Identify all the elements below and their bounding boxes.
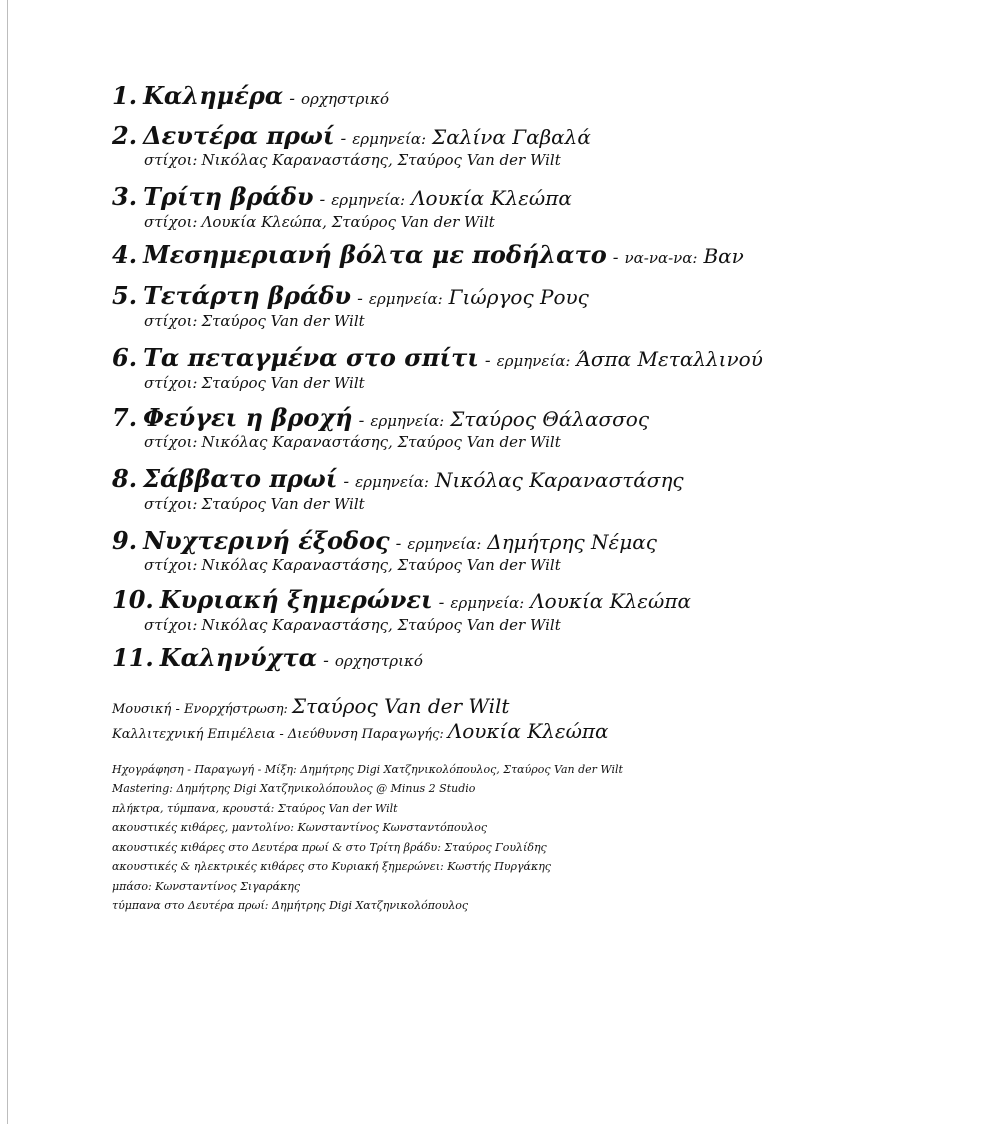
track-number: 6. <box>112 342 138 372</box>
lyrics-line <box>112 616 972 634</box>
lyrics-line <box>112 213 972 231</box>
credit-line: ακουστικές κιθάρες, μαντολίνο: Κωνσταντίνος Κωνσταντόπουλος <box>112 821 488 835</box>
track-performer: Σαλίνα Γαβαλά <box>432 124 591 149</box>
lyrics-line <box>112 374 972 392</box>
track-title-line <box>112 82 972 110</box>
track-role: ορχηστρικό <box>334 651 423 670</box>
track-role: ερμηνεία: <box>352 129 427 148</box>
left-margin-rule <box>7 0 8 1124</box>
track-title-line <box>112 586 972 614</box>
track-role: ερμηνεία: <box>407 534 482 553</box>
credit-line: Ηχογράφηση - Παραγωγή - Μίξη: Δημήτρης Digi Χατζηνικολόπουλος, Σταύρος Van der Wilt <box>112 762 623 776</box>
lyrics-line <box>112 151 972 169</box>
track-number: 1. <box>112 81 138 110</box>
separator-dash: - <box>340 128 347 149</box>
track-performer: Νικόλας Καραναστάσης <box>434 468 684 493</box>
track-title: Νυχτερινή έξοδος <box>143 525 390 555</box>
credit-direction-line <box>112 719 972 744</box>
lyrics-line <box>112 495 972 513</box>
track-title: Καληνύχτα <box>159 642 318 672</box>
track-performer: Δημήτρης Νέμας <box>487 529 657 554</box>
lyrics-writers: Νικόλας Καραναστάσης, Σταύρος Van der Wilt <box>201 433 561 452</box>
track-title: Κυριακή ξημερώνει <box>159 585 433 615</box>
credit-label: Καλλιτεχνική Επιμέλεια - Διεύθυνση Παραγωγής: <box>112 726 444 742</box>
track-item <box>112 465 972 513</box>
lyrics-writers: Σταύρος Van der Wilt <box>201 494 365 513</box>
track-item <box>112 82 972 110</box>
track-title-line <box>112 344 972 372</box>
track-role: ερμηνεία: <box>450 594 525 613</box>
track-title: Φεύγει η βροχή <box>143 402 353 432</box>
handwritten-tracklist-sheet <box>112 82 972 916</box>
track-title: Τα πεταγμένα στο σπίτι <box>143 342 479 372</box>
separator-dash: - <box>358 410 365 431</box>
lyrics-label: στίχοι: <box>144 311 198 330</box>
lyrics-writers: Λουκία Κλεώπα, Σταύρος Van der Wilt <box>201 212 495 231</box>
track-number: 10. <box>112 585 154 615</box>
lyrics-label: στίχοι: <box>144 373 198 392</box>
track-title: Τρίτη βράδυ <box>143 182 314 212</box>
credit-line: τύμπανα στο Δευτέρα πρωί: Δημήτρης Digi Χατζηνικολόπουλος <box>112 899 469 913</box>
track-number: 3. <box>112 182 138 212</box>
lyrics-line <box>112 556 972 574</box>
lyrics-line <box>112 312 972 330</box>
track-performer: Βαν <box>703 243 744 268</box>
track-title-line <box>112 404 972 432</box>
track-number: 11. <box>112 642 154 672</box>
track-performer: Γιώργος Ρους <box>448 285 589 310</box>
track-number: 8. <box>112 464 138 494</box>
track-title: Τετάρτη βράδυ <box>143 281 352 311</box>
track-role: ερμηνεία: <box>355 473 429 492</box>
track-item <box>112 344 972 392</box>
track-performer: Άσπα Μεταλλινού <box>576 346 763 371</box>
separator-dash: - <box>343 472 350 493</box>
credit-label: Μουσική - Ενορχήστρωση: <box>112 701 288 717</box>
lyrics-label: στίχοι: <box>144 556 198 575</box>
separator-dash: - <box>289 89 296 109</box>
separator-dash: - <box>612 247 619 268</box>
track-performer: Σταύρος Θάλασσος <box>450 406 650 431</box>
track-item <box>112 586 972 634</box>
track-role: ορχηστρικό <box>301 90 390 108</box>
credit-music-line <box>112 694 972 719</box>
track-title-line <box>112 465 972 493</box>
separator-dash: - <box>395 533 402 554</box>
lyrics-line <box>112 433 972 451</box>
production-credits <box>112 760 972 916</box>
track-title-line <box>112 282 972 310</box>
lyrics-label: στίχοι: <box>144 433 198 452</box>
credit-line: Mastering: Δημήτρης Digi Χατζηνικολόπουλος @ Minus 2 Studio <box>112 782 476 796</box>
lyrics-label: στίχοι: <box>144 615 198 634</box>
track-number: 7. <box>112 402 138 432</box>
lyrics-writers: Νικόλας Καραναστάσης, Σταύρος Van der Wilt <box>201 151 561 170</box>
track-performer: Λουκία Κλεώπα <box>530 589 691 614</box>
separator-dash: - <box>323 650 329 671</box>
credit-name: Λουκία Κλεώπα <box>447 718 609 743</box>
credit-line: μπάσο: Κωνσταντίνος Σιγαράκης <box>112 879 301 893</box>
credit-line: πλήκτρα, τύμπανα, κρουστά: Σταύρος Van der Wilt <box>112 801 398 815</box>
track-title-line <box>112 644 972 672</box>
track-title-line <box>112 183 972 211</box>
track-title-line <box>112 122 972 150</box>
track-item <box>112 282 972 330</box>
separator-dash: - <box>319 190 326 211</box>
lyrics-writers: Σταύρος Van der Wilt <box>201 373 365 392</box>
lyrics-label: στίχοι: <box>144 212 198 231</box>
track-role: ερμηνεία: <box>370 411 445 430</box>
lyrics-writers: Νικόλας Καραναστάσης, Σταύρος Van der Wilt <box>201 615 561 634</box>
track-role: ερμηνεία: <box>331 191 406 210</box>
track-title-line <box>112 241 972 269</box>
separator-dash: - <box>357 289 363 310</box>
track-title: Καλημέρα <box>143 81 284 110</box>
track-title: Μεσημεριανή βόλτα με ποδήλατο <box>143 239 607 269</box>
track-role: να-να-να: <box>624 248 698 267</box>
track-number: 9. <box>112 525 138 555</box>
track-title-line <box>112 527 972 555</box>
track-item <box>112 527 972 575</box>
track-title: Σάββατο πρωί <box>143 464 338 494</box>
track-item <box>112 122 972 170</box>
track-item <box>112 404 972 452</box>
credit-line: ακουστικές & ηλεκτρικές κιθάρες στο Κυριακή ξημερώνει: Κωστής Πυργάκης <box>112 860 551 874</box>
track-item <box>112 183 972 231</box>
track-number: 2. <box>112 120 138 150</box>
track-item <box>112 644 972 672</box>
lyrics-writers: Νικόλας Καραναστάσης, Σταύρος Van der Wilt <box>201 556 561 575</box>
main-credits <box>112 694 972 744</box>
separator-dash: - <box>438 593 445 614</box>
track-role: ερμηνεία: <box>496 351 571 370</box>
lyrics-label: στίχοι: <box>144 151 198 170</box>
track-title: Δευτέρα πρωί <box>143 120 335 150</box>
separator-dash: - <box>484 350 491 371</box>
credit-line: ακουστικές κιθάρες στο Δευτέρα πρωί & στο Τρίτη βράδυ: Σταύρος Γουλίδης <box>112 840 547 854</box>
track-number: 4. <box>112 239 138 269</box>
lyrics-label: στίχοι: <box>144 494 198 513</box>
track-performer: Λουκία Κλεώπα <box>411 186 572 211</box>
track-number: 5. <box>112 281 138 311</box>
track-item <box>112 241 972 269</box>
credit-name: Σταύρος Van der Wilt <box>291 693 510 718</box>
track-role: ερμηνεία: <box>368 290 443 309</box>
lyrics-writers: Σταύρος Van der Wilt <box>201 311 365 330</box>
